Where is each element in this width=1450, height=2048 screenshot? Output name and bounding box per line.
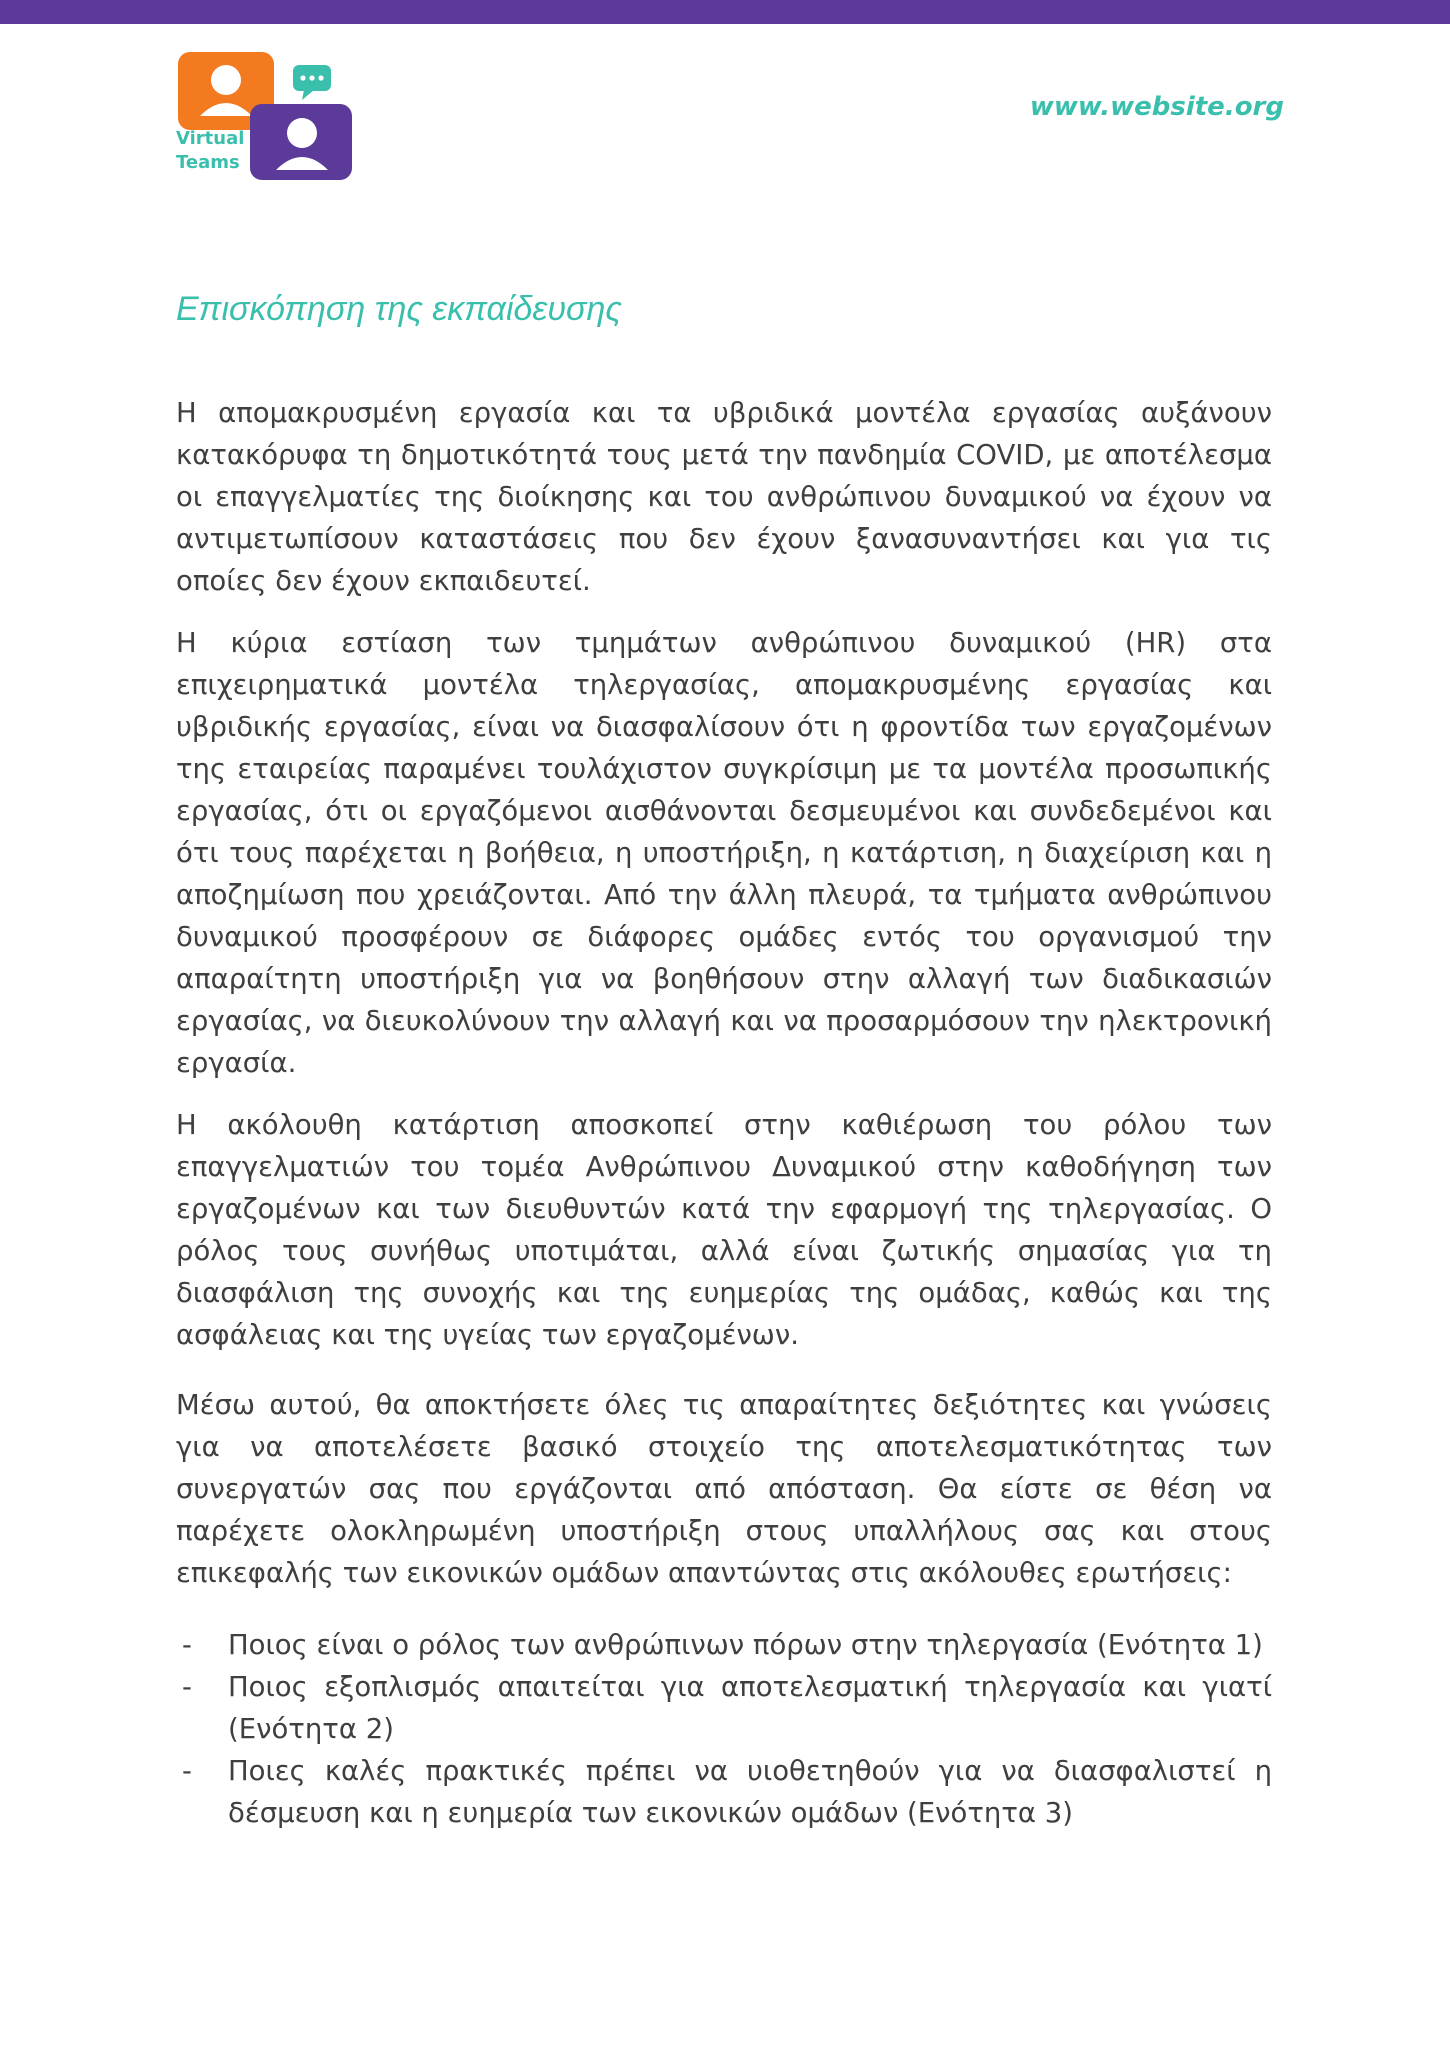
list-item-text: Ποιος είναι ο ρόλος των ανθρώπινων πόρων στην τηλεργασία (Ενότητα 1) — [228, 1629, 1263, 1661]
hr-focus-paragraph: Η κύρια εστίαση των τμημάτων ανθρώπινου δυναμικού (HR) στα επιχειρηματικά μοντέλα τηλεργασίας, απομακρυσμένης εργασίας και υβριδικής εργασίας, είναι να διασφαλίσουν ότι η φροντίδα των εργαζομένων της εταιρείας παραμένει τουλάχιστον συγκρίσιμη με τα μοντέλα προσωπικής εργασίας, ότι οι εργαζόμενοι αισθάνονται δεσμευμένοι και συνδεδεμένοι και ότι τους παρέχεται η βοήθεια, η υποστήριξη, η κατάρτιση, η διαχείριση και η αποζημίωση που χρειάζονται. Από την άλλη πλευρά, τα τμήματα ανθρώπινου δυναμικού προσφέρουν σε διάφορες ομάδες εντός του οργανισμού την απαραίτητη υποστήριξη για να βοηθήσουν στην αλλαγή των διαδικασιών εργασίας, να διευκολύνουν την αλλαγή και να προσαρμόσουν την ηλεκτρονική εργασία. — [176, 627, 1272, 1079]
list-item — [176, 1750, 1272, 1834]
list-marker: - — [182, 1671, 192, 1703]
questions-list — [176, 1624, 1272, 1834]
outcomes-paragraph: Μέσω αυτού, θα αποκτήσετε όλες τις απαραίτητες δεξιότητες και γνώσεις για να αποτελέσετε βασικό στοιχείο της αποτελεσματικότητας των συνεργατών σας που εργάζονται από απόσταση. Θα είστε σε θέση να παρέχετε ολοκληρωμένη υποστήριξη στους υπαλλήλους σας και στους επικεφαλής των εικονικών ομάδων απαντώντας στις ακόλουθες ερωτήσεις: — [176, 1389, 1272, 1589]
logo-text-line1: Virtual — [176, 128, 245, 149]
chat-bubble-tail — [302, 90, 314, 100]
person-icon-2 — [287, 118, 317, 148]
intro-paragraph: Η απομακρυσμένη εργασία και τα υβριδικά μοντέλα εργασίας αυξάνουν κατακόρυφα τη δημοτικότητά τους μετά την πανδημία COVID, με αποτέλεσμα οι επαγγελματίες της διοίκησης και του ανθρώπινου δυναμικού να έχουν να αντιμετωπίσουν καταστάσεις που δεν έχουν ξανασυναντήσει και για τις οποίες δεν έχουν εκπαιδευτεί. — [176, 397, 1272, 597]
section-heading: Επισκόπηση της εκπαίδευσης — [176, 290, 622, 328]
list-item-text: Ποιες καλές πρακτικές πρέπει να υιοθετηθούν για να διασφαλιστεί η δέσμευση και η ευημερία των εικονικών ομάδων (Ενότητα 3) — [228, 1755, 1272, 1829]
top-accent-bar — [0, 0, 1450, 24]
chat-dot — [318, 75, 323, 80]
person-icon — [211, 65, 241, 95]
document-body — [176, 392, 1272, 1834]
list-marker: - — [182, 1755, 192, 1787]
training-purpose-paragraph: Η ακόλουθη κατάρτιση αποσκοπεί στην καθιέρωση του ρόλου των επαγγελματιών του τομέα Ανθρώπινου Δυναμικού στην καθοδήγηση των εργαζομένων και των διευθυντών κατά την εφαρμογή της τηλεργασίας. Ο ρόλος τους συνήθως υποτιμάται, αλλά είναι ζωτικής σημασίας για τη διασφάλιση της συνοχής και της ευημερίας της ομάδας, καθώς και της ασφάλειας και της υγείας των εργαζομένων. — [176, 1109, 1272, 1351]
list-marker: - — [182, 1629, 192, 1661]
chat-dot — [300, 75, 305, 80]
logo-text-line2: Teams — [176, 152, 240, 173]
list-item — [176, 1666, 1272, 1750]
logo-graphic — [176, 50, 356, 182]
list-item-text: Ποιος εξοπλισμός απαιτείται για αποτελεσματική τηλεργασία και γιατί (Ενότητα 2) — [228, 1671, 1272, 1745]
website-url: www.website.org — [1029, 92, 1284, 122]
virtual-teams-logo — [176, 50, 356, 182]
list-item — [176, 1624, 1272, 1666]
chat-dot — [309, 75, 314, 80]
